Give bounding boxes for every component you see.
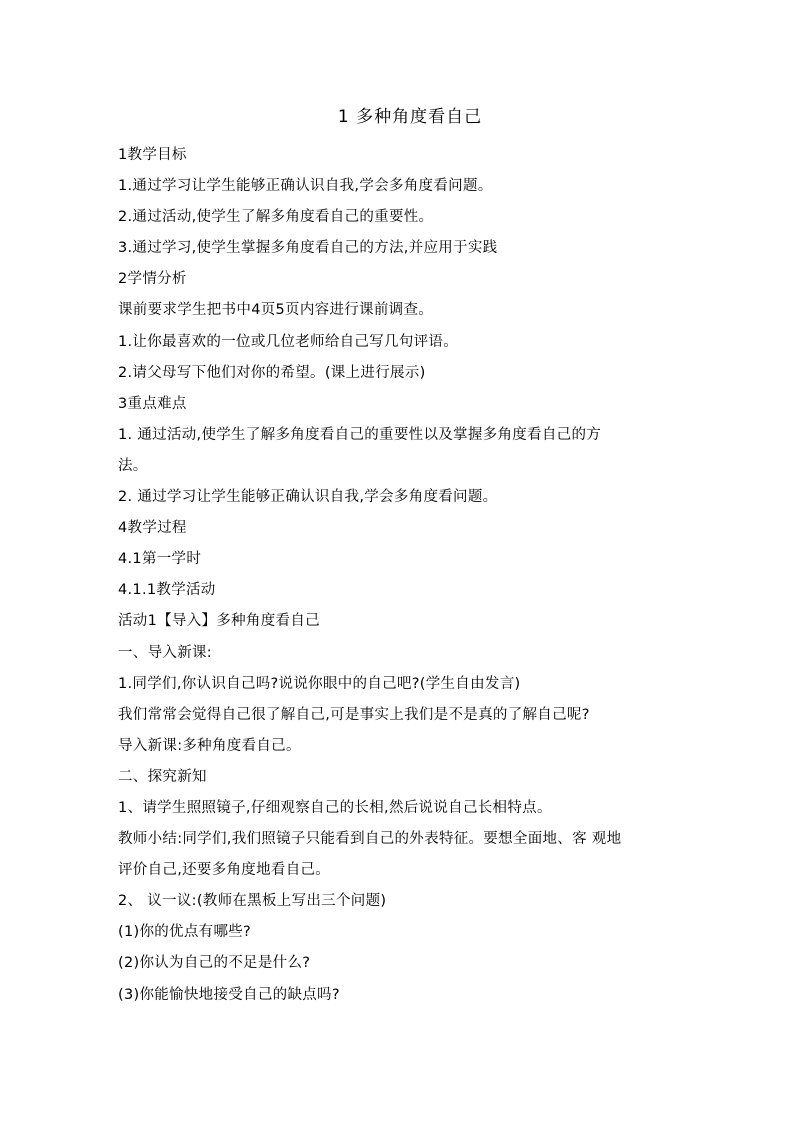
body-line: 2学情分析 [118,271,187,288]
body-line: 1、请学生照照镜子,仔细观察自己的长相,然后说说自己长相特点。 [118,799,552,816]
body-line: 4教学过程 [118,520,187,537]
body-line: 1.让你最喜欢的一位或几位老师给自己写几句评语。 [118,333,459,350]
body-line: 4.1第一学时 [118,551,202,568]
body-line: 课前要求学生把书中4页5页内容进行课前调查。 [118,302,434,319]
body-line: (2)你认为自己的不足是什么? [118,955,311,972]
body-line: 2.请父母写下他们对你的希望。(课上进行展示) [118,364,426,381]
body-line: 1.通过学习让学生能够正确认识自我,学会多角度看问题。 [118,178,493,195]
body-line: 一、导入新课: [118,644,212,661]
body-line: 1.同学们,你认识自己吗?说说你眼中的自己吧?(学生自由发言) [118,675,521,692]
body-line: 法。 [118,457,148,474]
body-line: (1)你的优点有哪些? [118,924,252,941]
body-line: 教师小结:同学们,我们照镜子只能看到自己的外表特征。要想全面地、客 观地 [118,831,622,848]
document-title: 1 多种角度看自己 [337,107,483,127]
body-line: 3重点难点 [118,395,187,412]
body-line: 1. 通过活动,使学生了解多角度看自己的重要性以及掌握多角度看自己的方 [118,426,602,443]
body-line: 4.1.1教学活动 [118,582,216,599]
body-line: 评价自己,还要多角度地看自己。 [118,862,331,879]
body-line: 导入新课:多种角度看自己。 [118,737,301,754]
body-line: 1教学目标 [118,147,187,163]
body-line: 2、 议一议:(教师在黑板上写出三个问题) [118,893,387,910]
body-line: 2. 通过学习让学生能够正确认识自我,学会多角度看问题。 [118,489,498,506]
document-body [118,142,688,1013]
body-line: 2.通过活动,使学生了解多角度看自己的重要性。 [118,209,434,226]
body-line: 我们常常会觉得自己很了解自己,可是事实上我们是不是真的了解自己呢? [118,706,590,723]
body-line: (3)你能愉快地接受自己的缺点吗? [118,986,340,1003]
body-line: 3.通过学习,使学生掌握多角度看自己的方法,并应用于实践 [118,240,498,257]
body-line: 活动1【导入】多种角度看自己 [118,613,320,630]
body-line: 二、探究新知 [118,768,207,785]
